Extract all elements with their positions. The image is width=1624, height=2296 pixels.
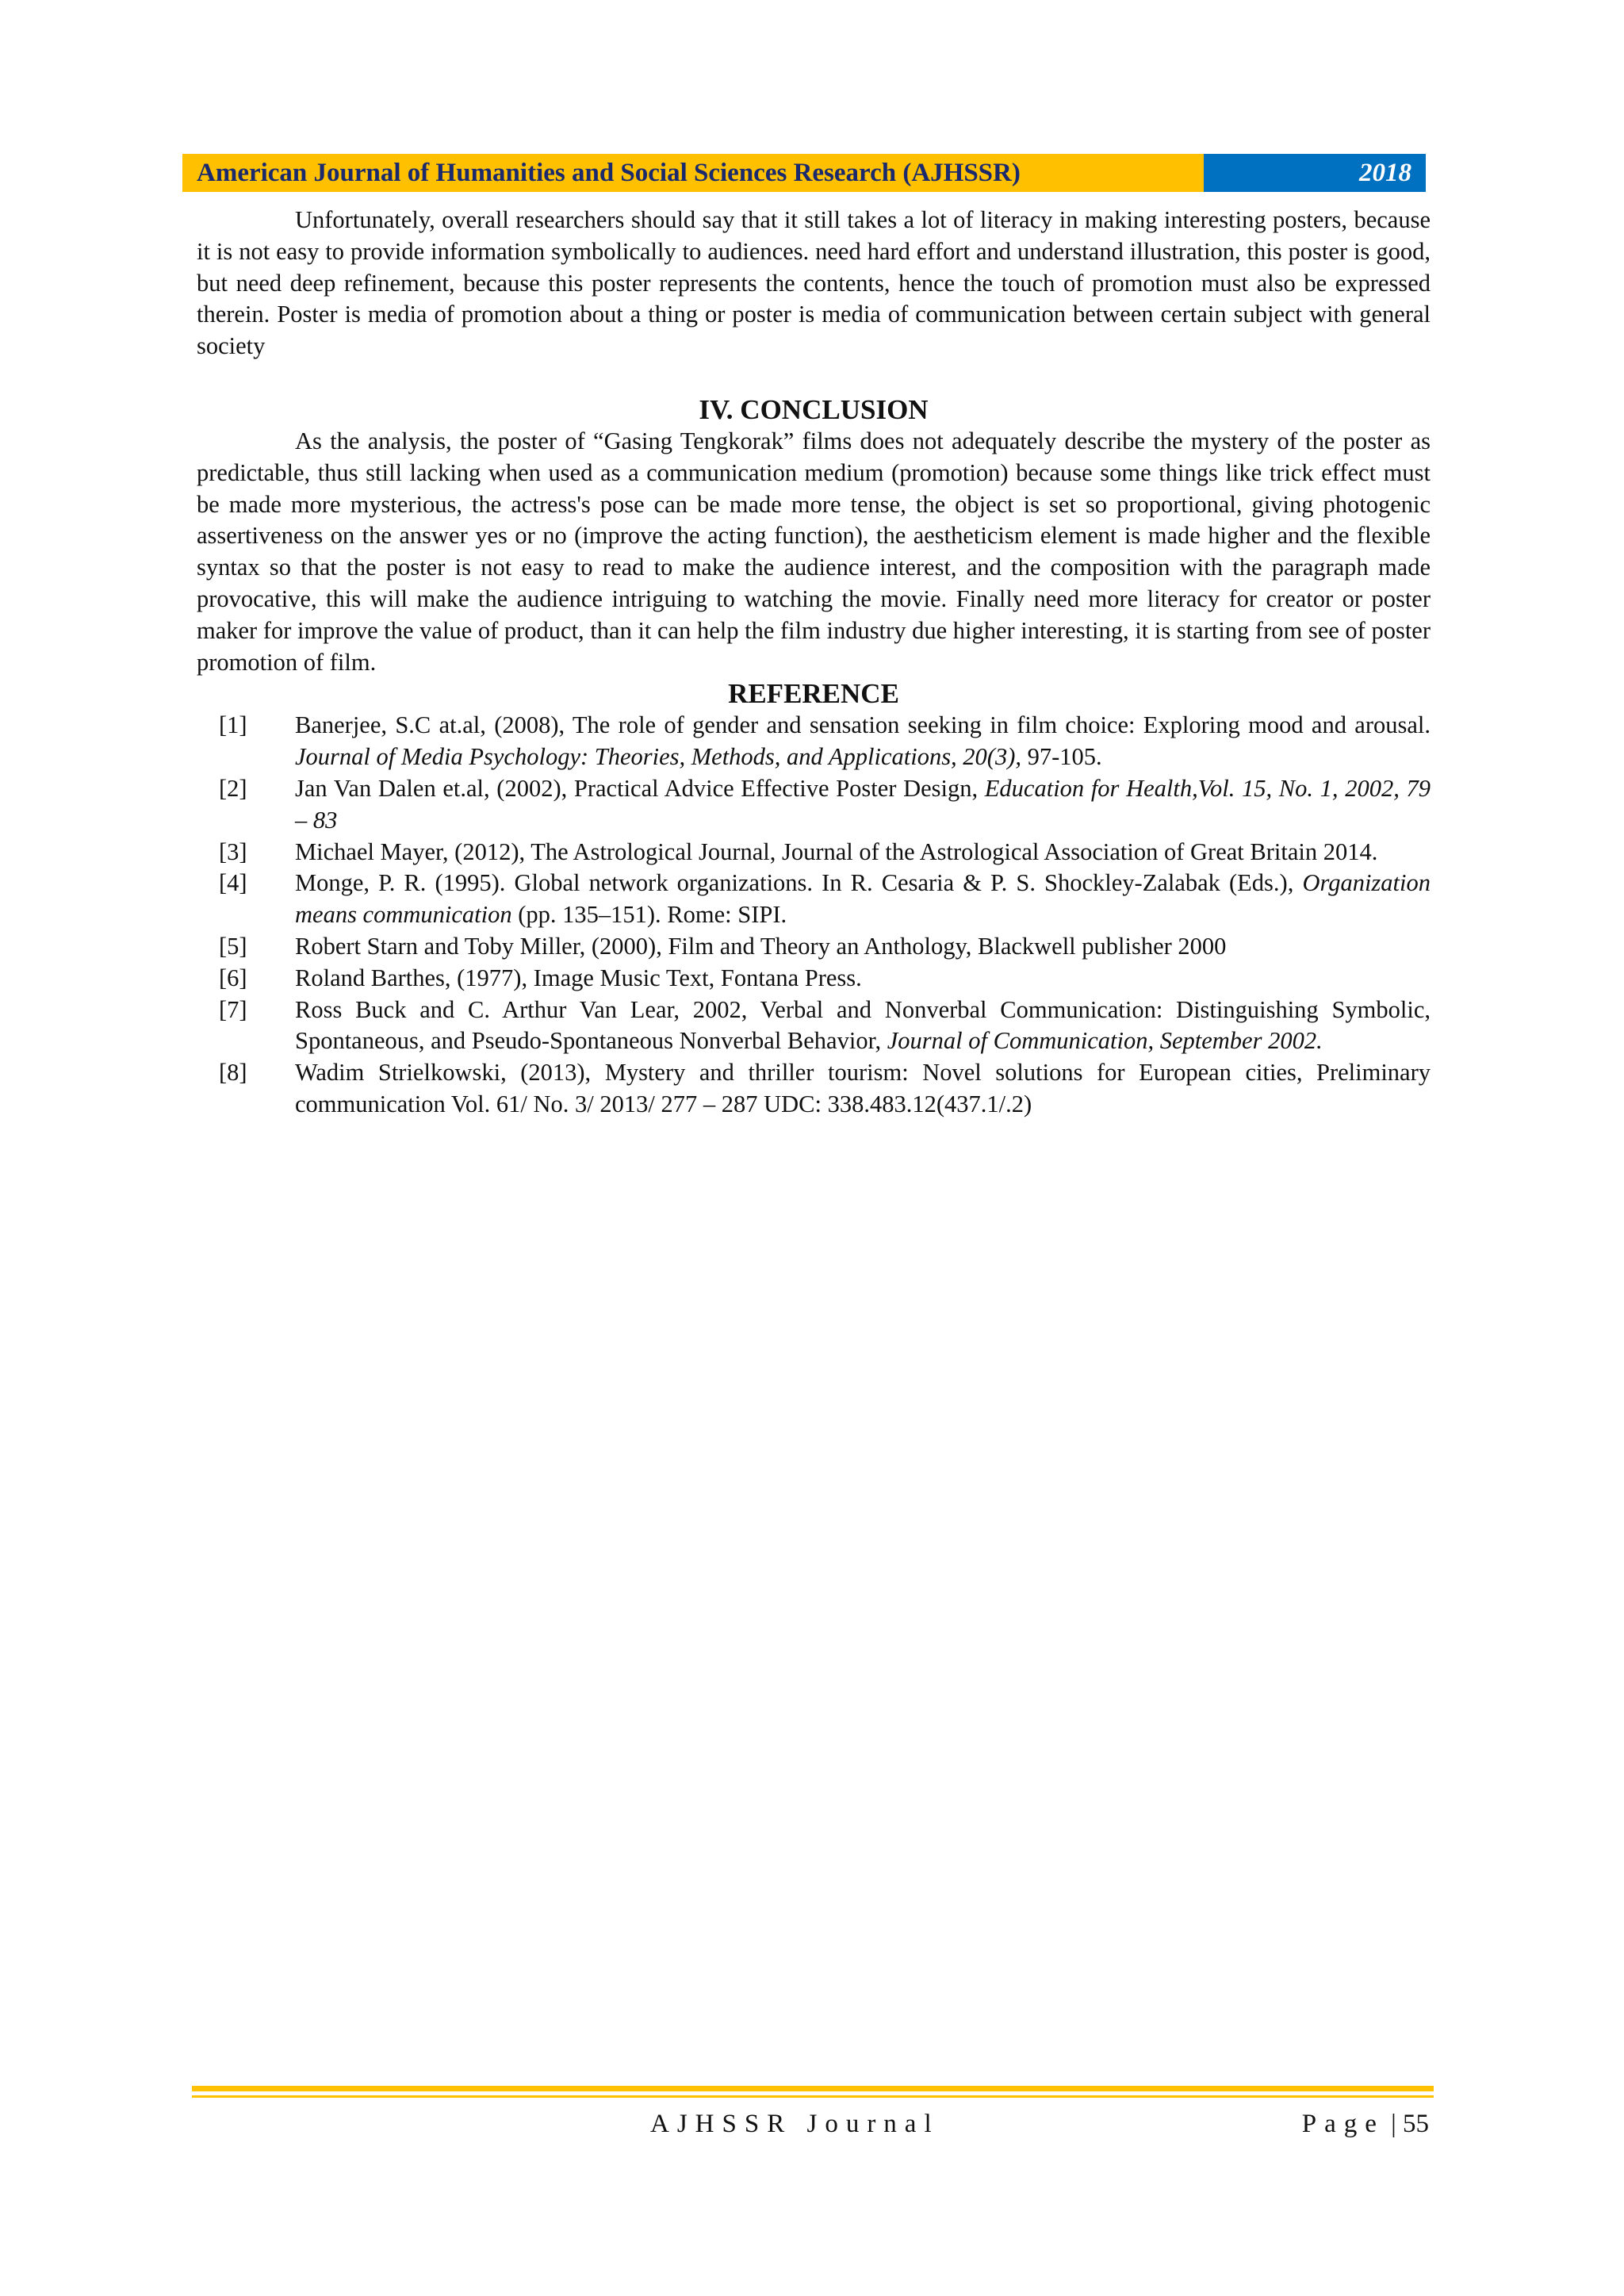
reference-number: [5]	[219, 932, 247, 960]
reference-item	[197, 773, 1431, 837]
reference-number: [7]	[219, 995, 247, 1023]
reference-number: [8]	[219, 1059, 247, 1087]
journal-year: 2018	[1204, 154, 1426, 192]
reference-item	[197, 710, 1431, 773]
reference-number: [1]	[219, 711, 247, 739]
reference-item	[197, 963, 1431, 995]
journal-title: American Journal of Humanities and Social Sciences Research (AJHSSR)	[182, 154, 1204, 192]
reference-text: Michael Mayer, (2012), The Astrological Journal, Journal of the Astrological Association of Great Britain 2014.	[295, 838, 1378, 865]
page-body	[197, 205, 1431, 1121]
intro-paragraph: Unfortunately, overall researchers should say that it still takes a lot of literacy in making interesting posters, because it is not easy to provide information symbolically to audiences. need hard effort and understand illustration, this poster is good, but need deep refinement, because this poster represents the contents, hence the touch of promotion must also be expressed therein. Poster is media of promotion about a thing or poster is media of communication between certain subject with general society	[197, 206, 1431, 360]
reference-text: Banerjee, S.C at.al, (2008), The role of gender and sensation seeking in film choice: Exploring mood and arousal. Journal of Media Psychology: Theories, Methods, and Applications, 20(3), 97-105.	[295, 711, 1431, 771]
reference-text: Wadim Strielkowski, (2013), Mystery and thriller tourism: Novel solutions for European cities, Preliminary communication Vol. 61/ No. 3/ 2013/ 277 – 287 UDC: 338.483.12(437.1/.2)	[295, 1059, 1431, 1117]
reference-text: Ross Buck and C. Arthur Van Lear, 2002, Verbal and Nonverbal Communication: Distinguishing Symbolic, Spontaneous, and Pseudo-Spontaneous Nonverbal Behavior, Journal of Communication, September 2002.	[295, 995, 1431, 1055]
conclusion-paragraph: As the analysis, the poster of “Gasing Tengkorak” films does not adequately describe the mystery of the poster as predictable, thus still lacking when used as a communication medium (promotion) because some things like trick effect must be made more mysterious, the actress's pose can be made more tense, the object is set so proportional, giving photogenic assertiveness on the answer yes or no (improve the acting function), the aestheticism element is made higher and the flexible syntax so that the poster is not easy to read to make the audience interest, and the composition with the paragraph made provocative, this will make the audience intriguing to watching the movie. Finally need more literacy for creator or poster maker for improve the value of product, than it can help the film industry due higher interesting, it is starting from see of poster promotion of film.	[197, 427, 1431, 676]
reference-item	[197, 995, 1431, 1058]
journal-header	[182, 154, 1426, 192]
reference-item	[197, 1057, 1431, 1121]
reference-list	[197, 710, 1431, 1120]
reference-text: Roland Barthes, (1977), Image Music Text, Fontana Press.	[295, 964, 862, 991]
footer-divider	[192, 2086, 1434, 2091]
reference-number: [3]	[219, 838, 247, 865]
reference-number: [2]	[219, 774, 247, 802]
reference-number: [6]	[219, 964, 247, 991]
conclusion-heading: IV. CONCLUSION	[699, 393, 929, 425]
reference-text: Robert Starn and Toby Miller, (2000), Film and Theory an Anthology, Blackwell publisher 2000	[295, 932, 1227, 960]
page-number-label: Page | 55	[1301, 2110, 1429, 2138]
reference-text: Monge, P. R. (1995). Global network organizations. In R. Cesaria & P. S. Shockley-Zalabak (Eds.), Organization means communication (pp. 135–151). Rome: SIPI.	[295, 869, 1431, 929]
reference-item	[197, 931, 1431, 963]
reference-heading: REFERENCE	[728, 678, 899, 710]
reference-number: [4]	[219, 869, 247, 897]
reference-item	[197, 868, 1431, 931]
reference-text: Jan Van Dalen et.al, (2002), Practical Advice Effective Poster Design, Education for Health,Vol. 15, No. 1, 2002, 79 – 83	[295, 774, 1431, 834]
reference-item	[197, 837, 1431, 868]
footer-journal-name: AJHSSR Journal	[650, 2110, 940, 2138]
footer-divider-thin	[192, 2095, 1434, 2098]
page-number: 55	[1403, 2110, 1429, 2138]
